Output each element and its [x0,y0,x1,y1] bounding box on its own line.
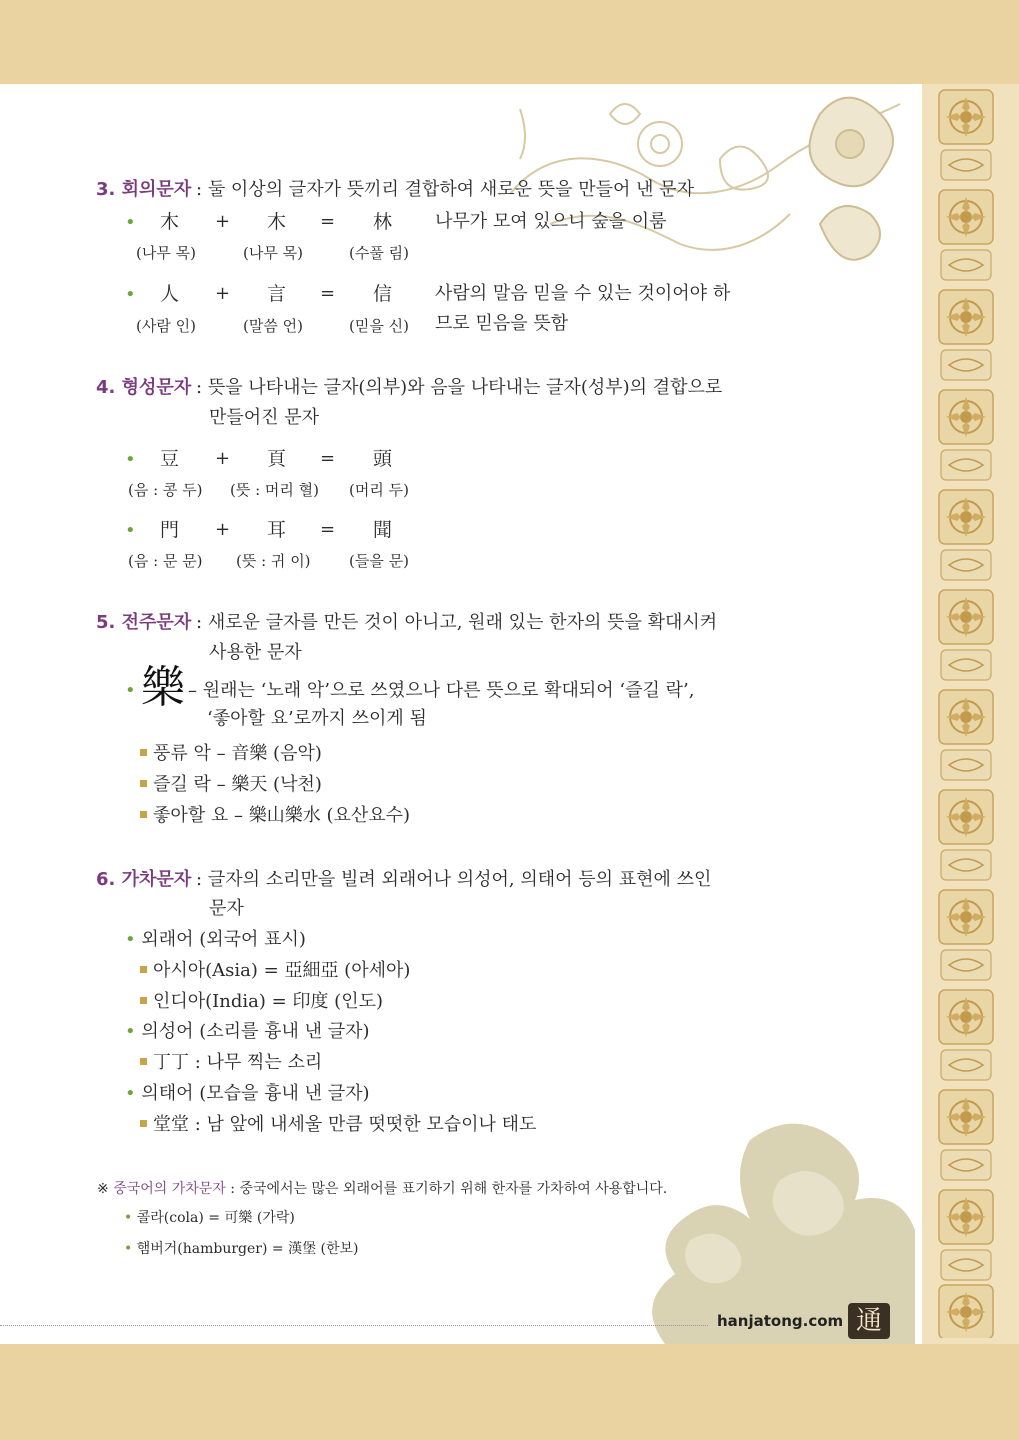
hanja-a: 門 [160,519,180,541]
hanja-a: 人 [160,283,180,305]
explain-line2: ‘좋아할 요’로까지 쓰이게 됨 [207,708,427,729]
equals-sign: = [320,519,336,540]
section3-number: 3. [96,179,116,200]
section6-heading [96,869,191,891]
reading-a: (사람 인) [136,317,196,335]
list-item [140,991,383,1013]
list-item-text: 인디아(India) = 印度 (인도) [153,991,383,1012]
note-mark: ※ [97,1181,109,1197]
section5-heading [96,612,191,634]
footer-divider [0,1325,708,1326]
hanja-b: 頁 [267,448,287,470]
group-heading [125,1083,370,1105]
square-bullet-icon [140,1058,147,1065]
note-item-text: 콜라(cola) = 可樂 (가락) [136,1210,295,1226]
big-hanja: 樂 [141,662,185,713]
square-bullet-icon [140,811,147,818]
list-item [140,1114,536,1136]
hanja-a: 木 [160,211,180,233]
plus-sign: + [215,519,231,540]
equals-sign: = [320,283,336,304]
section4-desc-line2: 만들어진 문자 [209,407,320,428]
bullet-dot: • [125,449,136,470]
square-bullet-icon [140,780,147,787]
section6-desc [196,869,711,891]
site-url[interactable]: hanjatong.com [717,1312,844,1330]
hanja-b: 耳 [267,519,287,541]
meaning: 나무가 모여 있으니 숲을 이룸 [435,211,667,232]
bottom-band [0,1344,1019,1440]
section6-desc-line2: 문자 [209,898,244,919]
note-heading [97,1178,667,1200]
section6-number: 6. [96,869,116,890]
ornament-column [937,88,995,1338]
section5-desc-line2: 사용한 문자 [209,642,302,663]
reading-result: (머리 두) [349,481,409,499]
note-title: 중국어의 가차문자 [113,1181,226,1197]
colon: : [196,612,203,633]
bullet-dot: • [124,1210,137,1226]
bullet-dot: • [125,1021,142,1042]
hanja-result: 聞 [373,519,393,541]
square-bullet-icon [140,966,147,973]
section4-title: 형성문자 [121,377,192,398]
section3-desc-text: 둘 이상의 글자가 뜻끼리 결합하여 새로운 뜻을 만들어 낸 문자 [207,179,695,200]
section4-number: 4. [96,377,116,398]
list-item [140,960,410,982]
section4-desc-line1: 뜻을 나타내는 글자(의부)와 음을 나타내는 글자(성부)의 결합으로 [207,377,723,398]
explain-line1: – 원래는 ‘노래 악’으로 쓰였으나 다른 뜻으로 확대되어 ‘즐길 락’, [188,680,695,701]
section5-desc [196,612,717,634]
reading-result: (들을 문) [349,552,409,570]
list-item [140,805,410,827]
group-heading [125,1021,370,1043]
reading-b: (뜻 : 귀 이) [236,552,311,570]
list-item-text: 丁丁 : 나무 찍는 소리 [153,1052,323,1073]
list-item-text: 좋아할 요 – 樂山樂水 (요산요수) [153,805,411,826]
reading-b: (나무 목) [243,244,303,262]
list-item [140,774,322,796]
hanja-result: 林 [373,211,393,233]
top-band [0,0,1019,84]
note-item [124,1207,295,1229]
bullet-dot: • [125,284,136,305]
section6-title: 가차문자 [121,869,192,890]
bullet-dot: • [124,1241,137,1257]
note-item-text: 햄버거(hamburger) = 漢堡 (한보) [136,1241,359,1257]
note-desc: : 중국에서는 많은 외래어를 표기하기 위해 한자를 가차하여 사용합니다. [230,1181,668,1197]
section3-desc [196,179,694,201]
colon: : [196,377,203,398]
section3-title: 회의문자 [121,179,192,200]
meaning-line2: 므로 믿음을 뜻함 [435,313,569,334]
square-bullet-icon [140,1120,147,1127]
hanja-b: 言 [267,283,287,305]
colon: : [196,179,203,200]
list-item-text: 堂堂 : 남 앞에 내세울 만큼 떳떳한 모습이나 태도 [153,1114,537,1135]
bullet-dot: • [125,520,136,541]
plus-sign: + [215,448,231,469]
meaning-line1: 사람의 말음 믿을 수 있는 것이어야 하 [435,283,731,304]
equals-sign: = [320,211,336,232]
bullet-dot: • [125,212,136,233]
section3-heading [96,179,191,201]
bullet-dot: • [125,680,136,701]
reading-result: (수풀 림) [349,244,409,262]
hanja-a: 豆 [160,448,180,470]
section5-desc-line1: 새로운 글자를 만든 것이 아니고, 원래 있는 한자의 뜻을 확대시켜 [207,612,718,633]
bullet-dot: • [125,929,142,950]
reading-a: (나무 목) [136,244,196,262]
plus-sign: + [215,283,231,304]
plus-sign: + [215,211,231,232]
square-bullet-icon [140,749,147,756]
list-item-text: 아시아(Asia) = 亞細亞 (아세아) [153,960,411,981]
group-heading-text: 의성어 (소리를 흉내 낸 글자) [141,1021,370,1042]
section5-number: 5. [96,612,116,633]
logo-icon: 通 [848,1303,890,1339]
list-item [140,743,322,765]
note-item [124,1238,359,1260]
group-heading [125,929,306,951]
hanja-result: 頭 [373,448,393,470]
reading-a: (음 : 문 문) [128,552,203,570]
section4-desc [196,377,722,399]
reading-b: (말씀 언) [243,317,303,335]
section5-title: 전주문자 [121,612,192,633]
reading-b: (뜻 : 머리 혈) [230,481,320,499]
hanja-result: 信 [373,283,393,305]
group-heading-text: 외래어 (외국어 표시) [141,929,306,950]
colon: : [196,869,203,890]
list-item-text: 즐길 락 – 樂天 (낙천) [153,774,322,795]
section4-heading [96,377,191,399]
reading-a: (음 : 콩 두) [128,481,203,499]
list-item-text: 풍류 악 – 音樂 (음악) [153,743,322,764]
list-item [140,1052,322,1074]
group-heading-text: 의태어 (모습을 흉내 낸 글자) [141,1083,370,1104]
bullet-dot: • [125,1083,142,1104]
section6-desc-line1: 글자의 소리만을 빌려 외래어나 의성어, 의태어 등의 표현에 쓰인 [207,869,712,890]
reading-result: (믿을 신) [349,317,409,335]
square-bullet-icon [140,997,147,1004]
hanja-b: 木 [267,211,287,233]
equals-sign: = [320,448,336,469]
